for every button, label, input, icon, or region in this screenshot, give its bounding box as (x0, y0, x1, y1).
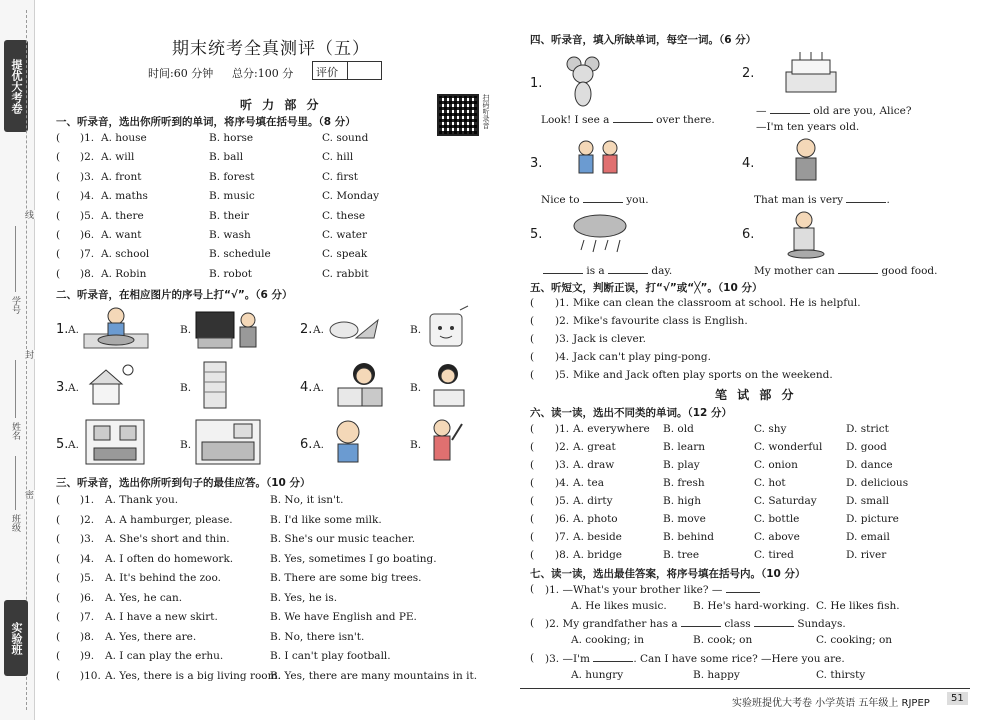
s7-q3-paren[interactable]: ( (530, 652, 535, 664)
s6-option-c[interactable]: C. Saturday (754, 495, 817, 507)
s7-q3-text-1: —I'm (562, 653, 590, 665)
s7-q2-text-3: Sundays. (797, 618, 846, 630)
section-7-heading: 七、读一读，选出最佳答案，将序号填在括号内。（10 分） (530, 568, 806, 580)
s3-answer-paren[interactable]: ( (56, 552, 61, 565)
section-3-heading: 三、听录音，选出你所听到句子的最佳应答。（10 分） (56, 477, 311, 489)
listening-section-title: 听 力 部 分 (240, 98, 322, 112)
s1-question-number: )6. (80, 229, 95, 241)
s6-answer-paren[interactable]: ( (530, 513, 535, 525)
s4-q1-blank[interactable] (613, 113, 653, 123)
s4-q6-blank[interactable] (838, 264, 878, 274)
s3-option-b[interactable]: B. I can't play football. (270, 650, 391, 662)
s1-option-c[interactable]: C. speak (322, 248, 368, 261)
s1-option-a[interactable]: A. there (101, 209, 144, 222)
s3-option-b[interactable]: B. Yes, he is. (270, 591, 338, 604)
s7-q3-option-b[interactable]: B. happy (693, 669, 740, 681)
s4-q5-text-middle: is a (586, 265, 605, 277)
s5-statement: Mike's favourite class is English. (573, 315, 748, 327)
s1-question-number: )1. (80, 132, 95, 144)
s7-q2-blank-2[interactable] (754, 617, 794, 627)
s6-option-b[interactable]: B. move (663, 513, 706, 525)
s4-q2-dash: — (756, 105, 767, 117)
s3-option-a[interactable]: A. I have a new skirt. (105, 611, 218, 623)
s6-answer-paren[interactable]: ( (530, 531, 535, 543)
s6-option-b[interactable]: B. high (663, 495, 701, 507)
s6-answer-paren[interactable]: ( (530, 495, 535, 507)
s4-q4-blank[interactable] (846, 193, 886, 203)
s3-question-number: )1. (80, 494, 95, 506)
s4-q3-text-before: Nice to (541, 194, 580, 206)
s4-q4-text-before: That man is very (754, 194, 844, 206)
spine-field-name: 姓名 (10, 422, 20, 440)
s3-option-b[interactable]: B. She's our music teacher. (270, 533, 416, 545)
s3-option-a[interactable]: A. Yes, there are. (105, 630, 197, 643)
s5-question-number: )3. (555, 333, 570, 345)
s4-q2-text-after: old are you, Alice? (813, 105, 912, 117)
s3-option-b[interactable]: B. There are some big trees. (270, 572, 422, 584)
binding-spine (0, 0, 35, 720)
s4-q2-blank[interactable] (770, 104, 810, 114)
s6-question-number: )4. (555, 477, 570, 489)
s4-q5-sentence (543, 264, 672, 277)
grade-divider (347, 62, 348, 79)
s5-statement: Jack is clever. (573, 333, 646, 345)
s5-answer-paren[interactable]: ( (530, 351, 535, 363)
rainy-cloud-picture (570, 212, 632, 256)
house-with-sun-picture (84, 362, 136, 410)
s5-statement: Mike and Jack often play sports on the weekend. (573, 369, 833, 381)
boy-watching-tv-picture (194, 304, 262, 352)
s3-answer-paren[interactable]: ( (56, 494, 61, 506)
s3-option-b[interactable]: B. We have English and PE. (270, 611, 417, 623)
s2-option-b[interactable]: B. (180, 382, 192, 394)
s6-option-a[interactable]: A. draw (573, 459, 615, 471)
s1-option-c[interactable]: C. rabbit (322, 267, 369, 280)
s4-item-number: 1. (530, 76, 543, 91)
s6-option-a[interactable]: A. bridge (573, 549, 623, 561)
s5-answer-paren[interactable]: ( (530, 315, 535, 327)
s7-q3-text-2: . Can I have some rice? —Here you are. (633, 653, 845, 665)
spine-field-class: 班级 (10, 514, 20, 532)
s6-option-c[interactable]: C. bottle (754, 513, 800, 525)
s1-question-number: )4. (80, 190, 95, 203)
s3-question-number: )8. (80, 630, 95, 643)
s7-q2-paren[interactable]: ( (530, 617, 535, 629)
s1-answer-paren[interactable]: ( (56, 209, 61, 222)
s6-option-d[interactable]: D. small (846, 495, 890, 507)
s4-q2-answer: —I'm ten years old. (756, 121, 860, 133)
s3-question-number: )10. (80, 669, 101, 682)
s4-item-number: 4. (742, 156, 755, 171)
s1-option-a[interactable]: A. school (101, 248, 150, 261)
s1-option-c[interactable]: C. these (322, 209, 366, 222)
s3-answer-paren[interactable]: ( (56, 533, 61, 545)
s3-answer-paren[interactable]: ( (56, 650, 61, 662)
s1-option-b[interactable]: B. forest (209, 170, 255, 183)
s5-answer-paren[interactable]: ( (530, 333, 535, 345)
s7-q1-option-b[interactable]: B. He's hard-working. (693, 600, 810, 612)
s2-item-number: 3. (56, 380, 69, 395)
s1-answer-paren[interactable]: ( (56, 267, 61, 280)
s2-option-b[interactable]: B. (180, 324, 192, 336)
spine-field-student-id: 学号 (10, 296, 20, 314)
s4-q6-text-after: good food. (881, 265, 938, 277)
s3-question-number: )7. (80, 611, 95, 623)
girl-reading-picture (330, 360, 390, 410)
grade-box[interactable] (312, 61, 382, 80)
s3-option-a[interactable]: A. Yes, there is a big living room. (105, 669, 281, 682)
s6-option-b[interactable]: B. fresh (663, 477, 705, 489)
s7-q2-option-b[interactable]: B. cook; on (693, 634, 753, 646)
s2-item-number: 2. (300, 322, 313, 337)
s2-option-b[interactable]: B. (410, 382, 422, 394)
class-line[interactable] (15, 456, 16, 510)
s6-option-a[interactable]: A. everywhere (573, 423, 650, 435)
s4-q6-sentence (754, 264, 937, 277)
s3-question-number: )2. (80, 513, 95, 526)
s3-question-number: )6. (80, 591, 95, 604)
s6-answer-paren[interactable]: ( (530, 423, 535, 435)
boy-short-picture (330, 418, 368, 468)
s3-option-b[interactable]: B. Yes, there are many mountains in it. (270, 669, 478, 682)
s3-answer-paren[interactable]: ( (56, 572, 61, 584)
s4-q1-text-after: over there. (656, 114, 715, 126)
vegetables-picture (326, 308, 382, 348)
s4-q4-sentence (754, 193, 890, 206)
section-2-heading: 二、听录音，在相应图片的序号上打“√”。（6 分） (56, 289, 293, 301)
s1-answer-paren[interactable]: ( (56, 248, 61, 261)
s7-q3-option-c[interactable]: C. thirsty (816, 669, 866, 681)
s6-option-b[interactable]: B. behind (663, 531, 714, 543)
s1-option-b[interactable]: B. robot (209, 267, 252, 280)
page-title: 期末统考全真测评（五） (172, 39, 370, 59)
student-id-line[interactable] (15, 226, 16, 292)
s4-q5-blank-2[interactable] (608, 264, 648, 274)
s7-q1-stem (545, 583, 760, 596)
s1-option-b[interactable]: B. schedule (209, 248, 271, 261)
s6-option-b[interactable]: B. old (663, 423, 694, 435)
s6-answer-paren[interactable]: ( (530, 441, 535, 453)
s6-option-a[interactable]: A. great (573, 441, 616, 453)
s7-q2-text-1: My grandfather has a (562, 618, 678, 630)
s1-option-a[interactable]: A. Robin (101, 267, 147, 280)
s6-question-number: )2. (555, 441, 570, 453)
s1-answer-paren[interactable]: ( (56, 132, 61, 144)
s2-option-a[interactable]: A. (313, 324, 324, 336)
mother-cooking-picture (780, 210, 832, 260)
s6-question-number: )1. (555, 423, 570, 435)
s1-option-b[interactable]: B. wash (209, 229, 251, 241)
s7-q1-blank[interactable] (726, 583, 760, 593)
spine-bottom-logo: 实验班 (4, 600, 28, 676)
s6-question-number: )8. (555, 549, 570, 561)
s1-option-a[interactable]: A. will (101, 151, 135, 164)
s5-question-number: )4. (555, 351, 570, 363)
s2-option-a[interactable]: A. (68, 382, 79, 394)
s6-option-b[interactable]: B. learn (663, 441, 706, 453)
s2-item-number: 6. (300, 437, 313, 452)
s5-answer-paren[interactable]: ( (530, 297, 535, 309)
s1-answer-paren[interactable]: ( (56, 229, 61, 241)
section-6-heading: 六、读一读，选出不同类的单词。（12 分） (530, 407, 733, 419)
s6-option-b[interactable]: B. tree (663, 549, 700, 561)
s7-q3-number: )3. (545, 653, 560, 665)
s5-question-number: )2. (555, 315, 570, 327)
s1-option-c[interactable]: C. first (322, 170, 358, 183)
s6-option-a[interactable]: A. dirty (573, 495, 613, 507)
s6-question-number: )3. (555, 459, 570, 471)
s3-option-b[interactable]: B. No, there isn't. (270, 630, 365, 643)
s5-statement: Jack can't play ping-pong. (573, 351, 711, 363)
s4-q3-sentence (541, 193, 649, 206)
s4-item-number: 5. (530, 227, 543, 242)
s1-option-b[interactable]: B. ball (209, 151, 244, 164)
s6-option-d[interactable]: D. dance (846, 459, 893, 471)
s1-option-a[interactable]: A. maths (101, 190, 148, 203)
s1-question-number: )2. (80, 151, 95, 164)
s7-q1-number: )1. (545, 584, 560, 596)
s6-option-c[interactable]: C. above (754, 531, 800, 543)
s1-option-b[interactable]: B. their (209, 209, 249, 222)
s6-option-d[interactable]: D. river (846, 549, 887, 561)
qr-caption: 扫码听录音 (482, 94, 490, 129)
footer-rule (520, 688, 970, 689)
s7-q3-option-a[interactable]: A. hungry (571, 669, 624, 681)
section-4-heading: 四、听录音，填入所缺单词，每空一词。（6 分） (530, 34, 757, 46)
tall-building-picture (196, 360, 232, 410)
s3-option-b[interactable]: B. I'd like some milk. (270, 513, 382, 526)
s2-item-number: 4. (300, 380, 313, 395)
s7-q2-option-c[interactable]: C. cooking; on (816, 634, 893, 646)
spine-top-logo: 提优大考卷 (4, 40, 28, 132)
s2-option-a[interactable]: A. (68, 324, 79, 336)
s7-q1-paren[interactable]: ( (530, 583, 535, 595)
page-number: 51 (947, 692, 968, 705)
s6-option-d[interactable]: D. strict (846, 423, 889, 435)
s1-option-c[interactable]: C. Monday (322, 190, 380, 203)
s2-item-number: 5. (56, 437, 69, 452)
s3-option-b[interactable]: B. Yes, sometimes I go boating. (270, 552, 437, 565)
s3-question-number: )3. (80, 533, 95, 545)
s1-option-b[interactable]: B. horse (209, 132, 254, 144)
name-line[interactable] (15, 360, 16, 418)
qr-code-icon[interactable] (437, 94, 479, 136)
s1-answer-paren[interactable]: ( (56, 190, 61, 203)
s5-question-number: )5. (555, 369, 570, 381)
s7-q2-number: )2. (545, 618, 560, 630)
s6-answer-paren[interactable]: ( (530, 477, 535, 489)
funny-man-picture (784, 136, 828, 186)
s6-question-number: )5. (555, 495, 570, 507)
s6-option-a[interactable]: A. photo (573, 513, 618, 525)
s3-option-a[interactable]: A. A hamburger, please. (105, 513, 233, 526)
s4-q4-text-after: . (886, 194, 890, 206)
s6-option-a[interactable]: A. tea (573, 477, 604, 489)
s7-q3-stem (545, 652, 845, 665)
s1-question-number: )7. (80, 248, 95, 261)
living-room-picture (84, 418, 146, 466)
s1-option-a[interactable]: A. front (101, 170, 142, 183)
s7-q2-option-a[interactable]: A. cooking; in (571, 634, 644, 646)
s4-q1-sentence (541, 113, 715, 126)
s1-option-a[interactable]: A. want (101, 229, 142, 241)
s6-option-c[interactable]: C. tired (754, 549, 794, 561)
s3-question-number: )4. (80, 552, 95, 565)
s4-q6-text-before: My mother can (754, 265, 835, 277)
section-1-heading: 一、听录音，选出你所听到的单词，将序号填在括号里。（8 分） (56, 116, 356, 128)
s1-answer-paren[interactable]: ( (56, 151, 61, 164)
s4-item-number: 3. (530, 156, 543, 171)
s6-question-number: )6. (555, 513, 570, 525)
s3-option-a[interactable]: A. It's behind the zoo. (105, 572, 221, 584)
kitchen-picture (194, 418, 262, 466)
s3-option-b[interactable]: B. No, it isn't. (270, 494, 344, 506)
footer-text: 实验班提优大考卷 小学英语 五年级上 RJPEP (732, 698, 930, 709)
s6-option-b[interactable]: B. play (663, 459, 700, 471)
s6-option-c[interactable]: C. shy (754, 423, 787, 435)
s6-option-d[interactable]: D. picture (846, 513, 899, 525)
s4-q2-sentence (756, 104, 911, 117)
s2-option-a[interactable]: A. (68, 439, 79, 451)
time-limit: 时间:60 分钟 (148, 67, 214, 80)
s6-option-c[interactable]: C. onion (754, 459, 798, 471)
s3-option-a[interactable]: A. She's short and thin. (105, 533, 230, 545)
s7-q1-option-c[interactable]: C. He likes fish. (816, 600, 900, 612)
s3-answer-paren[interactable]: ( (56, 591, 61, 604)
children-meeting-picture (568, 138, 630, 186)
s3-answer-paren[interactable]: ( (56, 630, 61, 643)
s6-option-c[interactable]: C. wonderful (754, 441, 823, 453)
s4-q5-text-after: day. (651, 265, 673, 277)
s1-question-number: )3. (80, 170, 95, 183)
s1-question-number: )5. (80, 209, 95, 222)
grade-label: 评价 (316, 66, 338, 79)
s4-q1-text-before: Look! I see a (541, 114, 610, 126)
birthday-cake-picture (780, 50, 842, 96)
s1-option-a[interactable]: A. house (101, 132, 147, 144)
s2-option-a[interactable]: A. (313, 439, 324, 451)
s3-option-a[interactable]: A. I often do homework. (105, 552, 234, 565)
s6-answer-paren[interactable]: ( (530, 549, 535, 561)
s7-q2-text-2: class (724, 618, 751, 630)
s1-option-c[interactable]: C. hill (322, 151, 354, 164)
s5-question-number: )1. (555, 297, 570, 309)
cut-mark: 封 (23, 350, 33, 359)
s7-q2-blank-1[interactable] (681, 617, 721, 627)
milk-tea-drink-picture (420, 304, 476, 352)
s4-q3-text-after: you. (626, 194, 649, 206)
s1-option-c[interactable]: C. sound (322, 132, 369, 144)
s6-option-c[interactable]: C. hot (754, 477, 786, 489)
s3-question-number: )9. (80, 650, 95, 662)
s1-option-b[interactable]: B. music (209, 190, 255, 203)
total-score: 总分:100 分 (232, 67, 294, 80)
s6-option-d[interactable]: D. good (846, 441, 887, 453)
s6-answer-paren[interactable]: ( (530, 459, 535, 471)
s2-option-b[interactable]: B. (180, 439, 192, 451)
s5-statement: Mike can clean the classroom at school. He is helpful. (573, 297, 861, 309)
mouse-picture (564, 54, 604, 108)
s6-option-d[interactable]: D. email (846, 531, 890, 543)
s1-option-c[interactable]: C. water (322, 229, 368, 241)
s3-answer-paren[interactable]: ( (56, 611, 61, 623)
s2-option-b[interactable]: B. (410, 324, 422, 336)
girl-with-stick-picture (424, 416, 466, 468)
s6-option-d[interactable]: D. delicious (846, 477, 909, 489)
s7-q1-text: —What's your brother like? — (562, 584, 723, 596)
s3-question-number: )5. (80, 572, 95, 584)
s7-q3-blank[interactable] (593, 652, 633, 662)
s5-answer-paren[interactable]: ( (530, 369, 535, 381)
s6-option-a[interactable]: A. beside (573, 531, 622, 543)
s3-answer-paren[interactable]: ( (56, 669, 61, 682)
girl-writing-picture (424, 360, 474, 410)
s3-option-a[interactable]: A. Thank you. (105, 494, 179, 506)
cut-mark: 密 (23, 490, 33, 499)
s4-q3-blank[interactable] (583, 193, 623, 203)
s7-q2-stem (545, 617, 846, 630)
s6-question-number: )7. (555, 531, 570, 543)
s4-item-number: 6. (742, 227, 755, 242)
s1-answer-paren[interactable]: ( (56, 170, 61, 183)
cut-mark: 线 (23, 210, 33, 219)
s7-q1-option-a[interactable]: A. He likes music. (571, 600, 667, 612)
section-5-heading: 五、听短文，判断正误，打“√”或“╳”。（10 分） (530, 282, 763, 294)
s2-option-b[interactable]: B. (410, 439, 422, 451)
s1-question-number: )8. (80, 267, 95, 280)
s4-q5-blank-1[interactable] (543, 264, 583, 274)
s2-option-a[interactable]: A. (313, 382, 324, 394)
s4-item-number: 2. (742, 66, 755, 81)
written-section-title: 笔 试 部 分 (715, 388, 797, 402)
s3-answer-paren[interactable]: ( (56, 513, 61, 526)
s2-item-number: 1. (56, 322, 69, 337)
s3-option-a[interactable]: A. I can play the erhu. (105, 650, 224, 662)
boy-washing-clothes-picture (82, 304, 150, 352)
s3-option-a[interactable]: A. Yes, he can. (105, 591, 183, 604)
